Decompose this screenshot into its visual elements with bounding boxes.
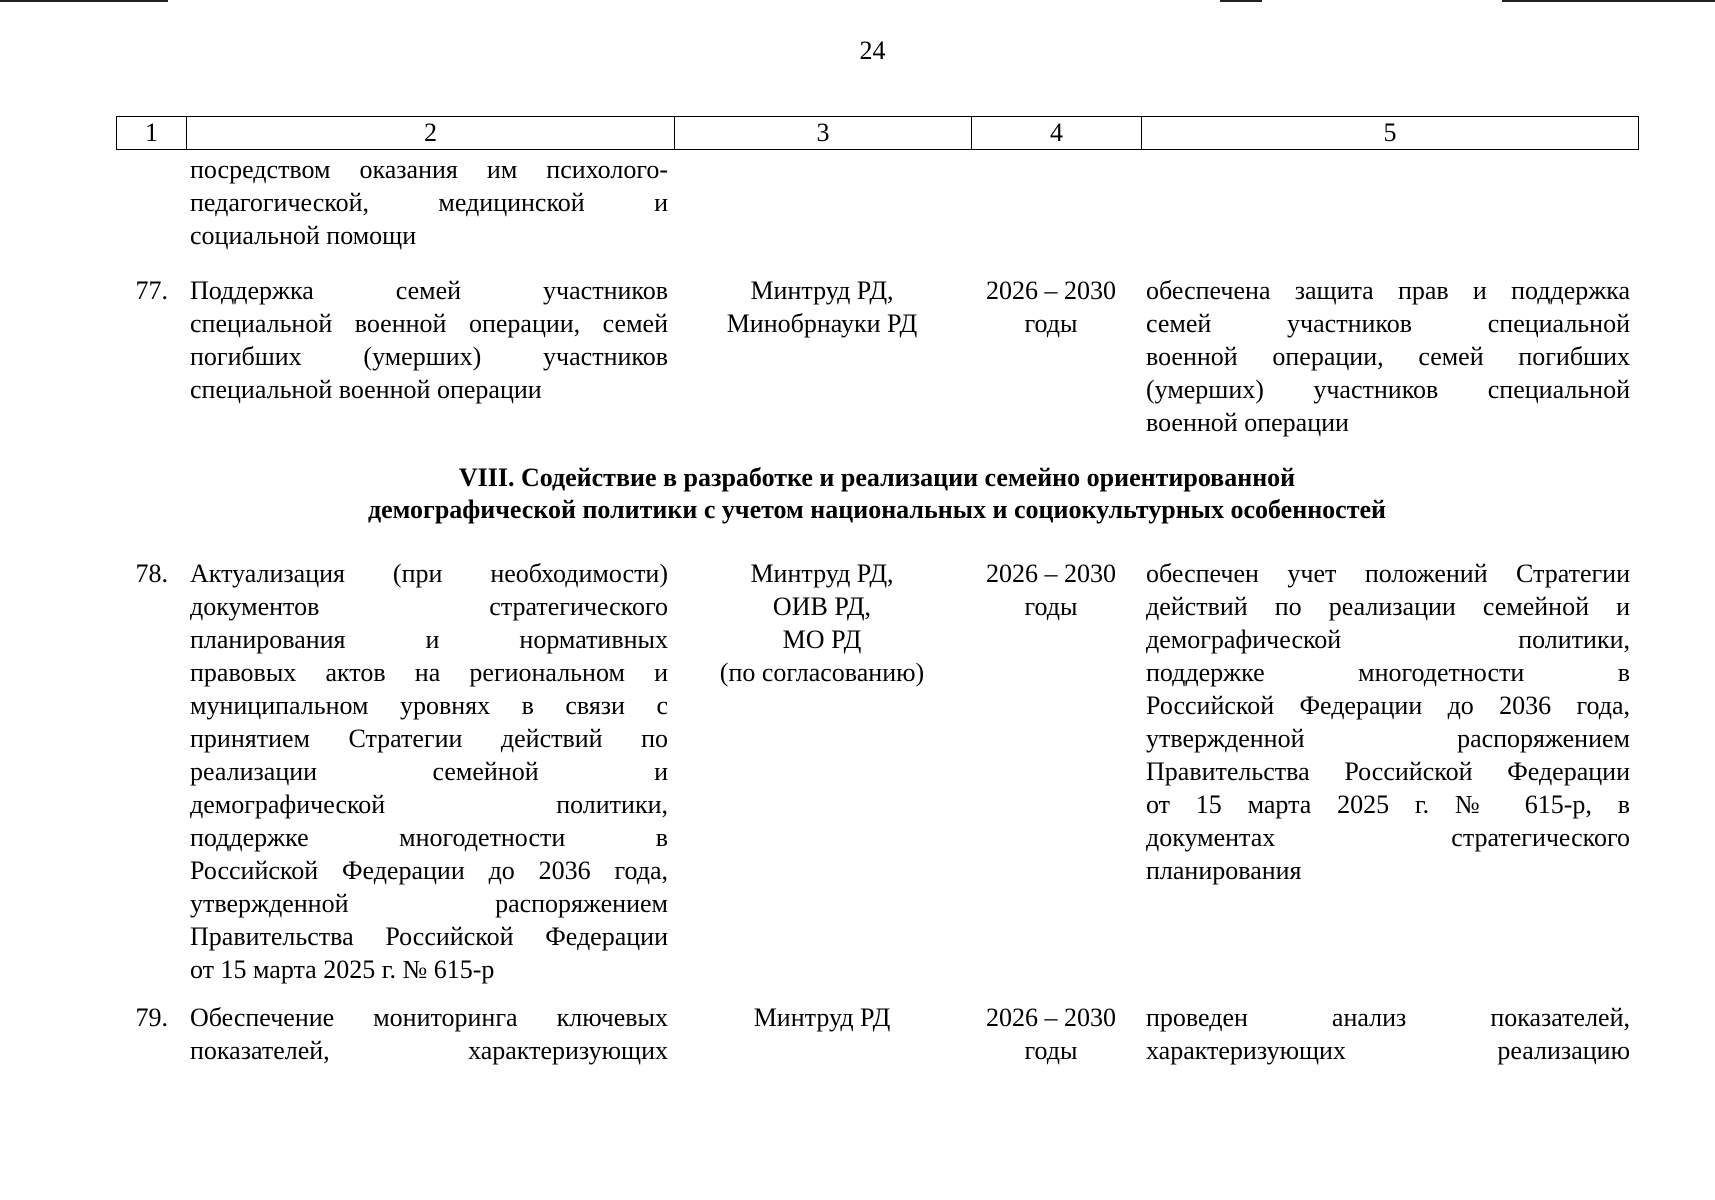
text-line: Российской Федерации до 2036 года,	[190, 856, 668, 885]
text-line: 2026 – 2030	[986, 559, 1116, 588]
text-line: документов стратегического	[190, 592, 668, 621]
row-term	[968, 557, 1134, 623]
section-title-line: VIII. Содействие в разработке и реализации семейно ориентированной	[458, 463, 1296, 492]
scan-edge-line	[1502, 0, 1715, 2]
text-line: поддержке многодетности в	[1146, 658, 1630, 687]
text-line: педагогической, медицинской и	[190, 188, 668, 217]
text-line: показателей, характеризующих	[190, 1036, 668, 1065]
column-header-row	[117, 117, 1639, 150]
row-number: 79.	[135, 1003, 168, 1032]
text-line: военной операции, семей погибших	[1146, 342, 1630, 371]
page-number: 24	[859, 36, 886, 65]
text-line: от 15 марта 2025 г. № 615-р, в	[1146, 790, 1630, 819]
row-number: 77.	[135, 276, 168, 305]
text-line: реализации семейной и	[190, 757, 668, 786]
text-line: Российской Федерации до 2036 года,	[1146, 691, 1630, 720]
row-executor	[686, 557, 958, 689]
row-description	[190, 274, 668, 406]
text-line: МО РД	[782, 625, 862, 654]
text-line: 2026 – 2030	[986, 1003, 1116, 1032]
row-result	[1146, 274, 1630, 439]
text-line: поддержке многодетности в	[190, 823, 668, 852]
text-line: характеризующих реализацию	[1146, 1036, 1630, 1065]
text-line: планирования	[1146, 856, 1302, 885]
text-line: Правительства Российской Федерации	[1146, 757, 1630, 786]
row-description	[190, 1001, 668, 1067]
scan-edge-line	[0, 0, 168, 2]
text-line: проведен анализ показателей,	[1146, 1003, 1630, 1032]
text-line: Минобрнауки РД	[726, 309, 918, 338]
section-title-line: демографической политики с учетом национальных и социокультурных особенностей	[367, 495, 1387, 524]
text-line: принятием Стратегии действий по	[190, 724, 668, 753]
row-term	[968, 274, 1134, 340]
text-line: Минтруд РД,	[750, 559, 894, 588]
text-line: правовых актов на региональном и	[190, 658, 668, 687]
text-line: демографической политики,	[190, 790, 668, 819]
row-result	[1146, 1001, 1630, 1067]
text-line: годы	[1024, 592, 1078, 621]
row-executor	[686, 1001, 958, 1034]
text-line: обеспечена защита прав и поддержка	[1146, 276, 1630, 305]
text-line: муниципальном уровнях в связи с	[190, 691, 668, 720]
text-line: (умерших) участников специальной	[1146, 375, 1630, 404]
text-line: годы	[1024, 309, 1078, 338]
text-line: военной операции	[1146, 408, 1349, 437]
text-line: Поддержка семей участников	[190, 276, 668, 305]
section-title	[116, 462, 1638, 526]
scan-edge-line	[1220, 0, 1262, 2]
column-header-2: 2	[187, 117, 675, 150]
row-term	[968, 1001, 1134, 1067]
text-line: Минтруд РД,	[750, 276, 894, 305]
text-line: действий по реализации семейной и	[1146, 592, 1630, 621]
row-result	[1146, 557, 1630, 887]
text-line: специальной военной операции, семей	[190, 309, 668, 338]
text-line: обеспечен учет положений Стратегии	[1146, 559, 1630, 588]
text-line: специальной военной операции	[190, 375, 542, 404]
text-line: Актуализация (при необходимости)	[190, 559, 668, 588]
text-line: годы	[1024, 1036, 1078, 1065]
text-line: посредством оказания им психолого-	[190, 155, 668, 184]
text-line: планирования и нормативных	[190, 625, 668, 654]
column-header-table	[116, 116, 1639, 150]
row-description	[190, 557, 668, 986]
text-line: Обеспечение мониторинга ключевых	[190, 1003, 668, 1032]
text-line: (по согласованию)	[719, 658, 925, 687]
text-line: утвержденной распоряжением	[1146, 724, 1630, 753]
text-line: демографической политики,	[1146, 625, 1630, 654]
row-number: 78.	[135, 559, 168, 588]
text-line: социальной помощи	[190, 221, 417, 250]
text-line: Правительства Российской Федерации	[190, 922, 668, 951]
text-line: Минтруд РД	[753, 1003, 891, 1032]
text-line: документах стратегического	[1146, 823, 1630, 852]
text-line: 2026 – 2030	[986, 276, 1116, 305]
column-header-1: 1	[117, 117, 187, 150]
continuation-description	[190, 153, 668, 252]
text-line: семей участников специальной	[1146, 309, 1630, 338]
row-executor	[686, 274, 958, 340]
column-header-5: 5	[1142, 117, 1639, 150]
column-header-4: 4	[972, 117, 1142, 150]
column-header-3: 3	[675, 117, 972, 150]
text-line: утвержденной распоряжением	[190, 889, 668, 918]
text-line: от 15 марта 2025 г. № 615-р	[190, 955, 495, 984]
text-line: ОИВ РД,	[772, 592, 872, 621]
text-line: погибших (умерших) участников	[190, 342, 668, 371]
